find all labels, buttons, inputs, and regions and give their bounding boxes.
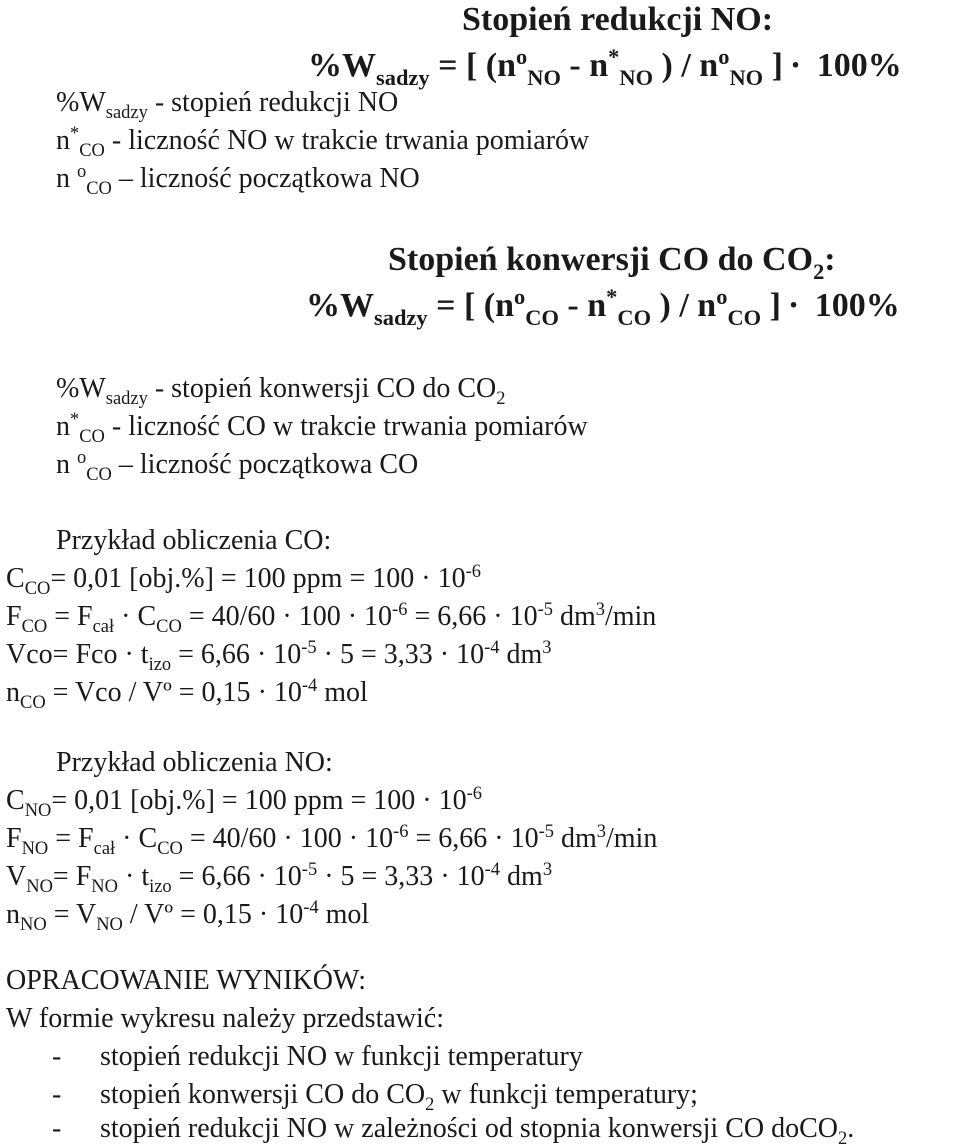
heading-results: OPRACOWANIE WYNIKÓW: [6,965,367,996]
legend-no-nstar: $n^*_{CO}$ - liczność NO w trakcie trwania pomiarów [56,122,590,161]
results-item-1: - stopień redukcji NO w funkcji temperatury [52,1041,583,1072]
calc-no-moles: $n_{NO} = V_{NO}$ / Vº = $0,15 \cdot 10^{-4}$ mol [6,896,370,935]
results-intro: W formie wykresu należy przedstawić: [6,1003,444,1034]
results-item-3: - stopień redukcji NO w zależności od stopnia konwersji CO doCO$_2$. [52,1113,855,1148]
heading-example-no: Przykład obliczenia NO: [56,747,333,778]
legend-co-wsadzy: $\%W_{sadzy}$ - stopień konwersji CO do $CO_2$ [56,373,506,409]
calc-co-moles: $n_{CO}$ = Vco / Vº = $0,15 \cdot 10^{-4}$ mol [6,674,368,713]
calc-no-flow: $F_{NO} = F_{cał} \cdot C_{CO} = 40/60 \cdot 100 \cdot 10^{-6} = 6,66 \cdot 10^{-5}$ $dm^3/\min$ [6,820,658,859]
legend-co-n0: n $^o_{CO}$ – liczność początkowa CO [56,446,419,485]
calc-co-volume: Vco= Fco · $t_{izo} = 6,66 \cdot 10^{-5} \cdot 5 = 3,33 \cdot 10^{-4}$ $dm^3$ [6,636,552,675]
formula-co-conversion: $\%W_{sadzy}$ = [ ($n^o_{CO} - n^*_{CO}$ ) / $n^o_{CO}$ ] · 100% [306,283,900,330]
formula-no-reduction: $\%W_{sadzy}$ = [ ($n^o_{NO} - n^*_{NO}$ ) / $n^o_{NO}$ ] · 100% [308,43,902,90]
legend-no-n0: n $^o_{CO}$ – liczność początkowa NO [56,160,420,199]
results-item-2: - stopień konwersji CO do $CO_2$ w funkcji temperatury; [52,1079,698,1115]
calc-no-concentration: $C_{NO}= 0,01$ [obj.%] = 100 ppm = $100 \cdot 10^{-6}$ [6,782,482,821]
calc-no-volume: $V_{NO}= F_{NO} \cdot t_{izo} = 6,66 \cdot 10^{-5} \cdot 5 = 3,33 \cdot 10^{-4}$ $dm^3$ [6,858,553,897]
title-no-reduction: Stopień redukcji NO: [462,1,774,38]
legend-no-wsadzy: $\%W_{sadzy}$ - stopień redukcji NO [56,87,399,123]
calc-co-concentration: $C_{CO}= 0,01$ [obj.%] = 100 ppm = $100 \cdot 10^{-6}$ [6,560,481,599]
title-co-conversion: Stopień konwersji CO do $CO_2$: [388,241,836,284]
heading-example-co: Przykład obliczenia CO: [56,525,332,556]
calc-co-flow: $F_{CO} = F_{cał} \cdot C_{CO} = 40/60 \cdot 100 \cdot 10^{-6} = 6,66 \cdot 10^{-5}$ $dm^3/\min$ [6,598,657,637]
legend-co-nstar: $n^*_{CO}$ - liczność CO w trakcie trwania pomiarów [56,408,588,447]
